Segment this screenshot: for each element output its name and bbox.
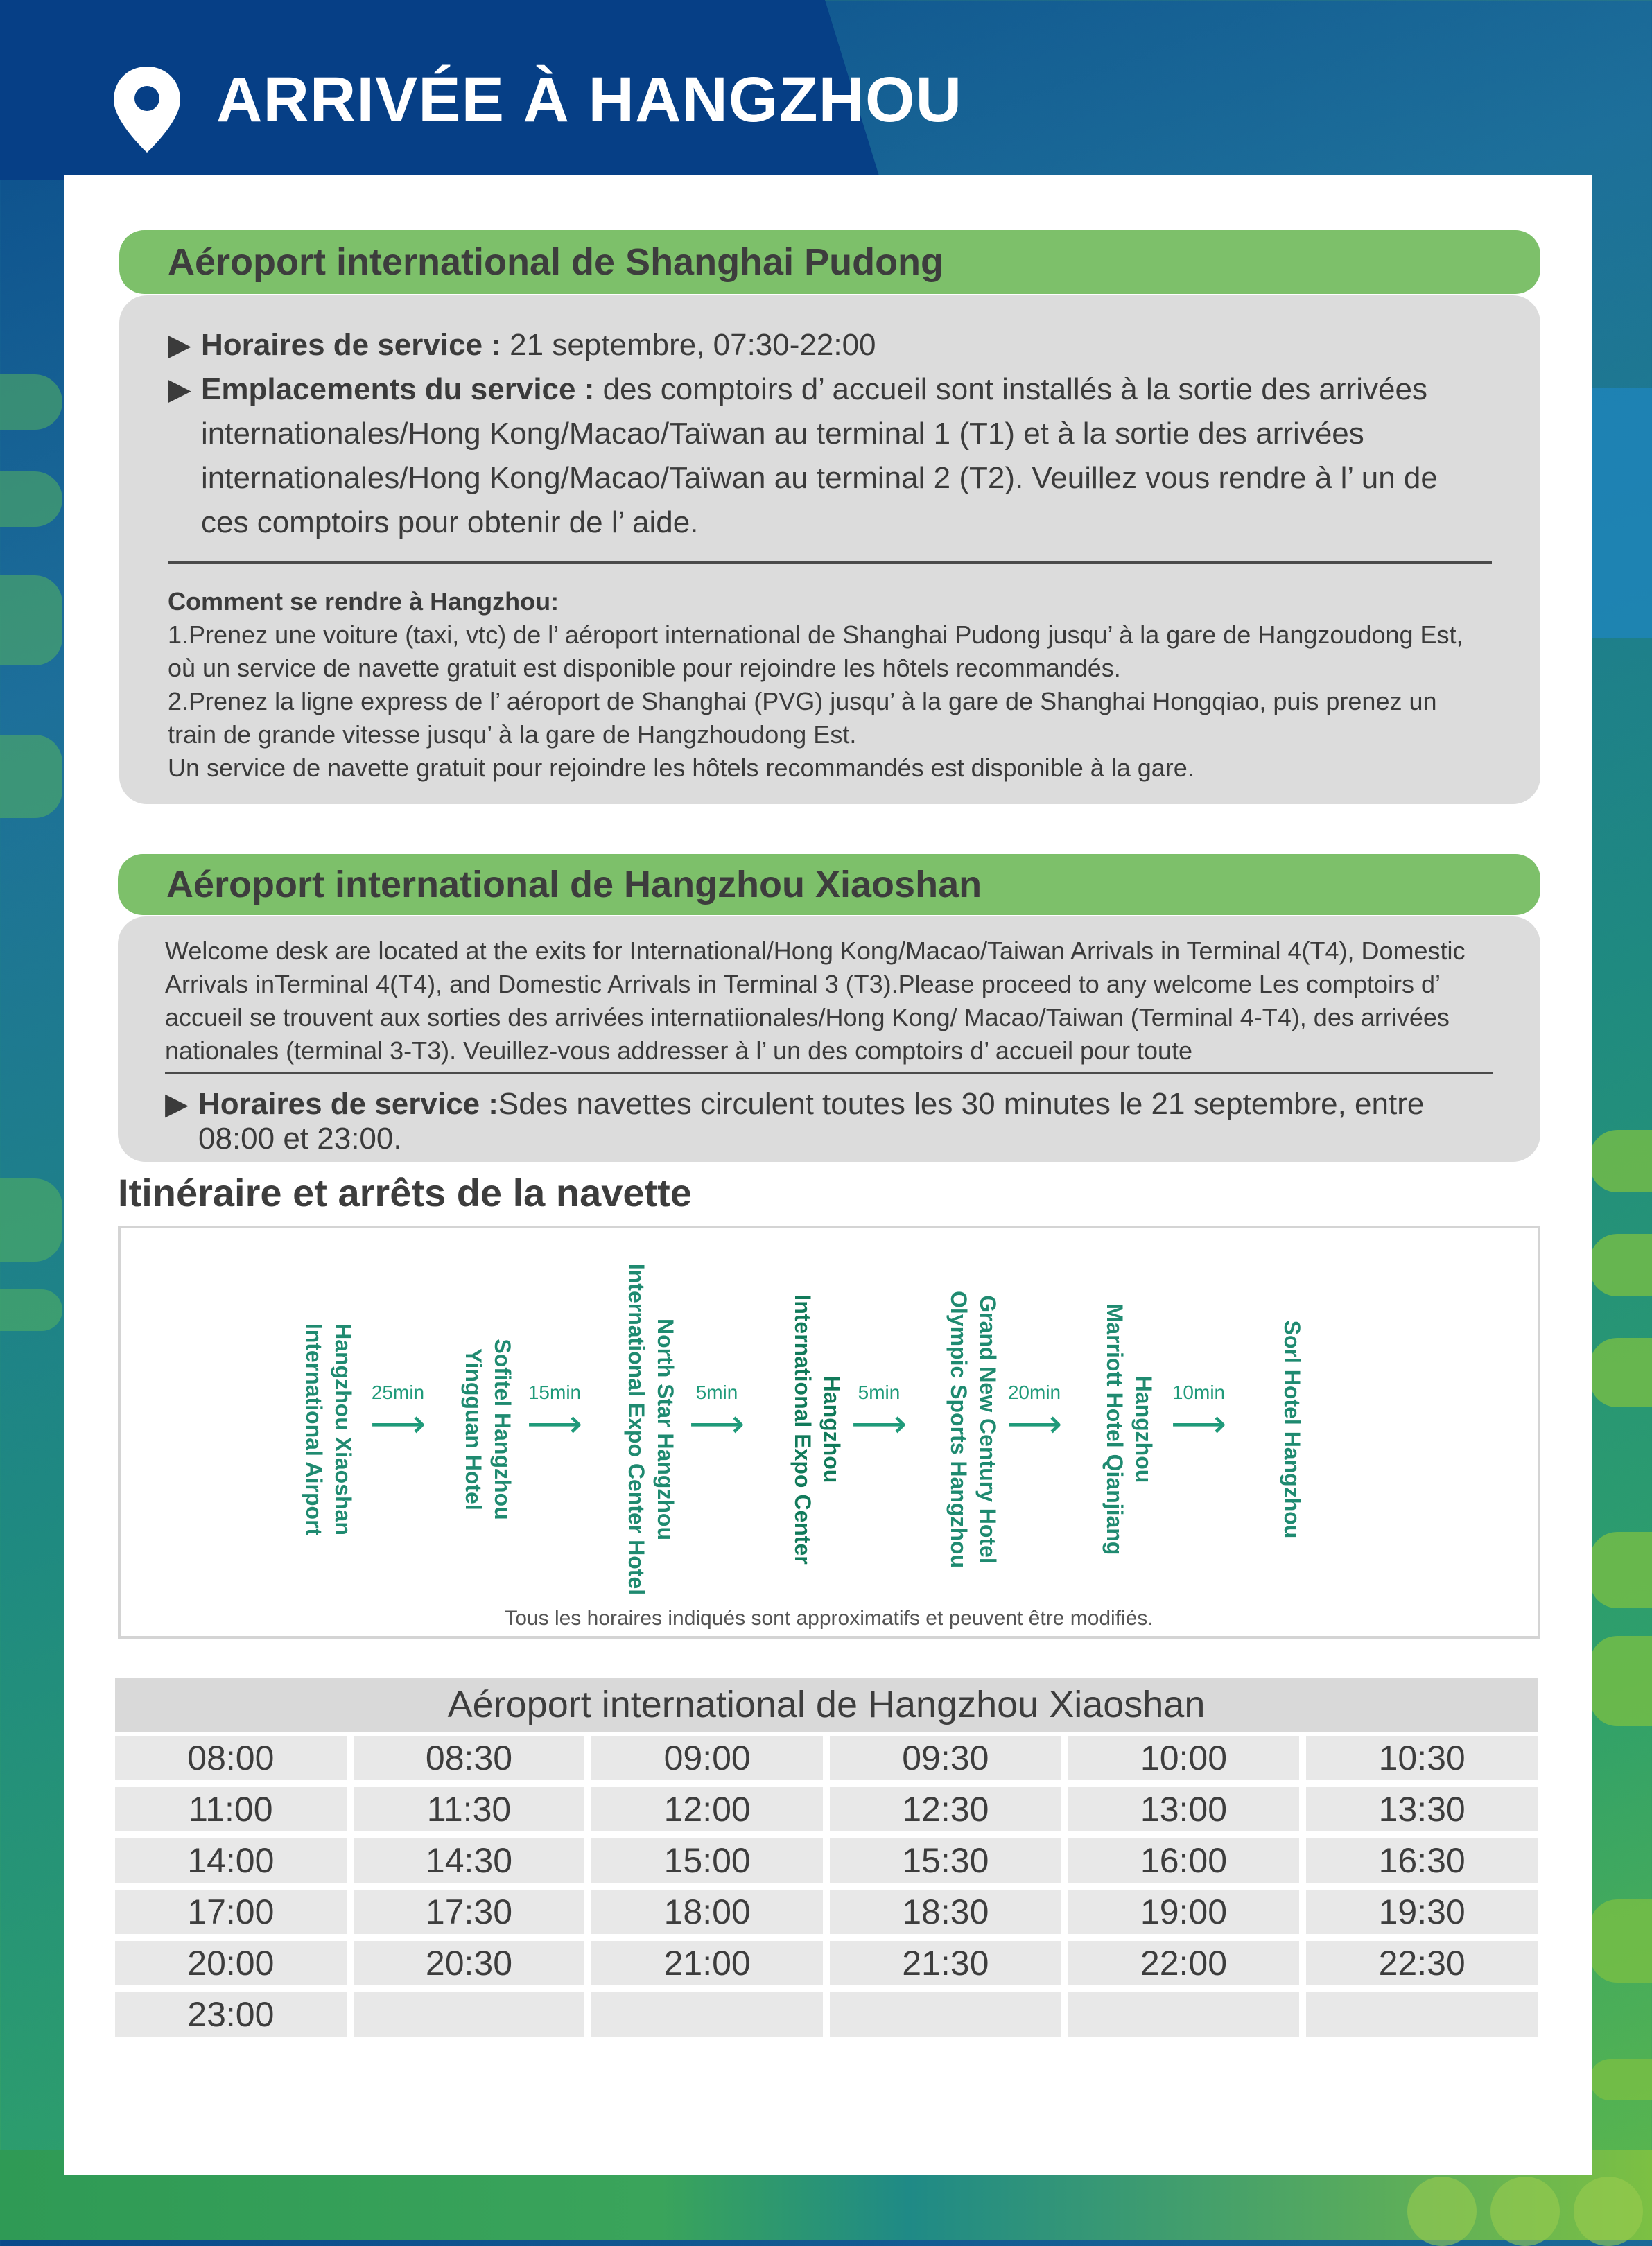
arrow-right-icon: ⟶ [526,1402,583,1445]
xiaoshan-section-body [118,916,1540,1162]
route-note: Tous les horaires indiqués sont approximatifs et peuvent être modifiés. [505,1607,1154,1630]
route-time: 5min [858,1382,901,1403]
pudong-howto-title: Comment se rendre à Hangzhou: [168,587,559,616]
pudong-locations [168,367,1492,545]
background-shape [1590,1130,1652,1192]
arrow-right-icon: ⟶ [851,1402,907,1445]
xiaoshan-description: Welcome desk are located at the exits for International/Hong Kong/Macao/Taiwan Arrivals in Terminal 4(T4), Domestic Arrivals inTerminal 4(T4), and Domestic Arrivals in Terminal 3 (T3).Please proceed to any welcome Les comptoirs d’ accueil se trouvent aux sorties des arrivées internatiionales/Hong Kong/ Macao/Taiwan (Terminal 4-T4), des arrivées nationales (terminal 3-T3). Veuillez-vous addresser à l’ un des comptoirs d’ accueil pour toute [165,937,1466,1065]
pudong-section-header: Aéroport international de Shanghai Pudong [119,230,1540,294]
schedule-cell: 11:00 [115,1787,347,1831]
route-time: 20min [1007,1382,1061,1403]
page-title: ARRIVÉE À HANGZHOU [216,64,963,135]
schedule-cell: 20:30 [354,1941,585,1985]
arrow-right-icon: ⟶ [1170,1402,1227,1445]
background-shape [1490,2177,1560,2246]
divider [165,1072,1493,1074]
route-time: 5min [695,1382,738,1403]
route-title: Itinéraire et arrêts de la navette [118,1171,692,1215]
schedule-cell: 17:30 [354,1890,585,1934]
background-shape [1590,1636,1652,1726]
schedule-cell: 08:00 [115,1736,347,1780]
xiaoshan-hours-value: Sdes navettes circulent toutes les 30 minutes le 21 septembre, entre 08:00 et 23:00. [198,1087,1425,1156]
schedule-cell: 22:00 [1068,1941,1300,1985]
background-shape [1407,2177,1477,2246]
arrow-right-icon: ⟶ [688,1402,745,1445]
route-stop-label: Hangzhou International Expo Center [790,1294,844,1565]
schedule-cell: 15:00 [591,1838,823,1883]
route-stop-label: Hangzhou Marriott Hotel Qianjiang [1102,1303,1156,1556]
route-stop-label: Sofitel Hangzhou Yingguan Hotel [461,1339,515,1520]
background-shape [1590,1532,1652,1608]
schedule-cell: 09:00 [591,1736,823,1780]
schedule-cell [1306,1992,1538,2037]
pudong-howto-line: 1.Prenez une voiture (taxi, vtc) de l’ aéroport international de Shanghai Pudong jusqu’ à la gare de Hangzoudong Est, où un service de navette gratuit est disponible pour rejoindre les hôtels recommandés. [168,620,1463,682]
route-stop [294,1256,363,1603]
schedule-cell: 18:30 [830,1890,1061,1934]
route-segment [513,1381,596,1443]
xiaoshan-hours-label: Horaires de service : [198,1087,498,1121]
schedule-cell: 16:00 [1068,1838,1300,1883]
route-stop-label: Grand New Century Hotel Olympic Sports Hangzhou [946,1290,1000,1569]
background-shape [0,471,62,527]
xiaoshan-section-header: Aéroport international de Hangzhou Xiaoshan [118,854,1540,915]
route-segment [993,1381,1076,1443]
schedule-cell [591,1992,823,2037]
schedule-cell: 12:00 [591,1787,823,1831]
background-shape [0,1289,62,1331]
pudong-section-body [119,295,1540,804]
route-stop-label: Sorl Hotel Hangzhou [1280,1320,1305,1539]
schedule-cell [1068,1992,1300,2037]
pudong-locations-label: Emplacements du service : [201,372,595,406]
background-shape [0,1178,62,1262]
route-segment [837,1381,921,1443]
schedule-title: Aéroport international de Hangzhou Xiaoshan [115,1678,1538,1732]
schedule-cell: 10:00 [1068,1736,1300,1780]
schedule-cell: 12:30 [830,1787,1061,1831]
arrow-right-icon: ⟶ [1006,1402,1063,1445]
schedule-cell: 14:30 [354,1838,585,1883]
pudong-hours [168,323,1492,367]
route-stop [1258,1256,1327,1603]
pudong-howto-line: Un service de navette gratuit pour rejoindre les hôtels recommandés est disponible à la gare. [168,754,1194,782]
background-shape [1590,1899,1652,1983]
schedule-cell: 18:00 [591,1890,823,1934]
arrow-right-icon: ⟶ [369,1402,426,1445]
pudong-hours-value: 21 septembre, 07:30-22:00 [501,328,876,362]
route-stop [453,1256,523,1603]
schedule-cell: 09:30 [830,1736,1061,1780]
background-shape [1590,1234,1652,1296]
bullet-triangle-icon: ▶ [165,1087,189,1121]
route-segment [1157,1381,1240,1443]
schedule-cell: 17:00 [115,1890,347,1934]
background-shape [1590,1338,1652,1407]
schedule-table [115,1736,1538,2037]
bullet-triangle-icon: ▶ [168,328,191,362]
pudong-locations-value: des comptoirs d’ accueil sont installés à la sortie des arrivées internationales/Hong Kong/Macao/Taïwan au terminal 1 (T1) et à la sortie des arrivées internationales/Hong Kong/Macao/Taïwan au terminal 2 (T2). Veuillez vous rendre à l’ un de ces comptoirs pour obtenir de l’ aide. [201,372,1438,539]
route-time: 10min [1172,1382,1226,1403]
route-segment [356,1381,440,1443]
schedule-cell: 13:30 [1306,1787,1538,1831]
schedule-cell: 21:00 [591,1941,823,1985]
schedule-cell [354,1992,585,2037]
schedule-cell: 19:00 [1068,1890,1300,1934]
divider [168,562,1492,564]
route-segment [675,1381,758,1443]
route-stop-label: North Star Hangzhou International Expo Center Hotel [624,1263,678,1596]
schedule-cell: 14:00 [115,1838,347,1883]
schedule-cell: 16:30 [1306,1838,1538,1883]
schedule-cell: 15:30 [830,1838,1061,1883]
schedule-cell: 23:00 [115,1992,347,2037]
background-shape [0,735,62,818]
route-time: 25min [371,1382,425,1403]
route-diagram [118,1226,1540,1639]
route-time: 15min [528,1382,582,1403]
pudong-howto-line: 2.Prenez la ligne express de l’ aéroport de Shanghai (PVG) jusqu’ à la gare de Shanghai Hongqiao, puis prenez un train de grande vitesse jusqu’ à la gare de Hangzhoudong Est. [168,687,1437,749]
background-shape [0,374,62,430]
pudong-hours-label: Horaires de service : [201,328,501,362]
schedule-cell: 19:30 [1306,1890,1538,1934]
schedule-cell: 11:30 [354,1787,585,1831]
schedule-cell: 21:30 [830,1941,1061,1985]
route-stop-label: Hangzhou Xiaoshan International Airport [302,1323,356,1536]
schedule-cell: 10:30 [1306,1736,1538,1780]
bullet-triangle-icon: ▶ [168,372,191,406]
schedule-cell: 08:30 [354,1736,585,1780]
background-shape [1590,2059,1652,2100]
background-shape [0,575,62,665]
schedule-cell [830,1992,1061,2037]
route-stop [1095,1256,1164,1603]
schedule-cell: 13:00 [1068,1787,1300,1831]
xiaoshan-hours [165,1087,1493,1156]
schedule-cell: 22:30 [1306,1941,1538,1985]
location-pin-icon [111,64,183,155]
schedule-cell: 20:00 [115,1941,347,1985]
background-shape [1574,2177,1643,2246]
